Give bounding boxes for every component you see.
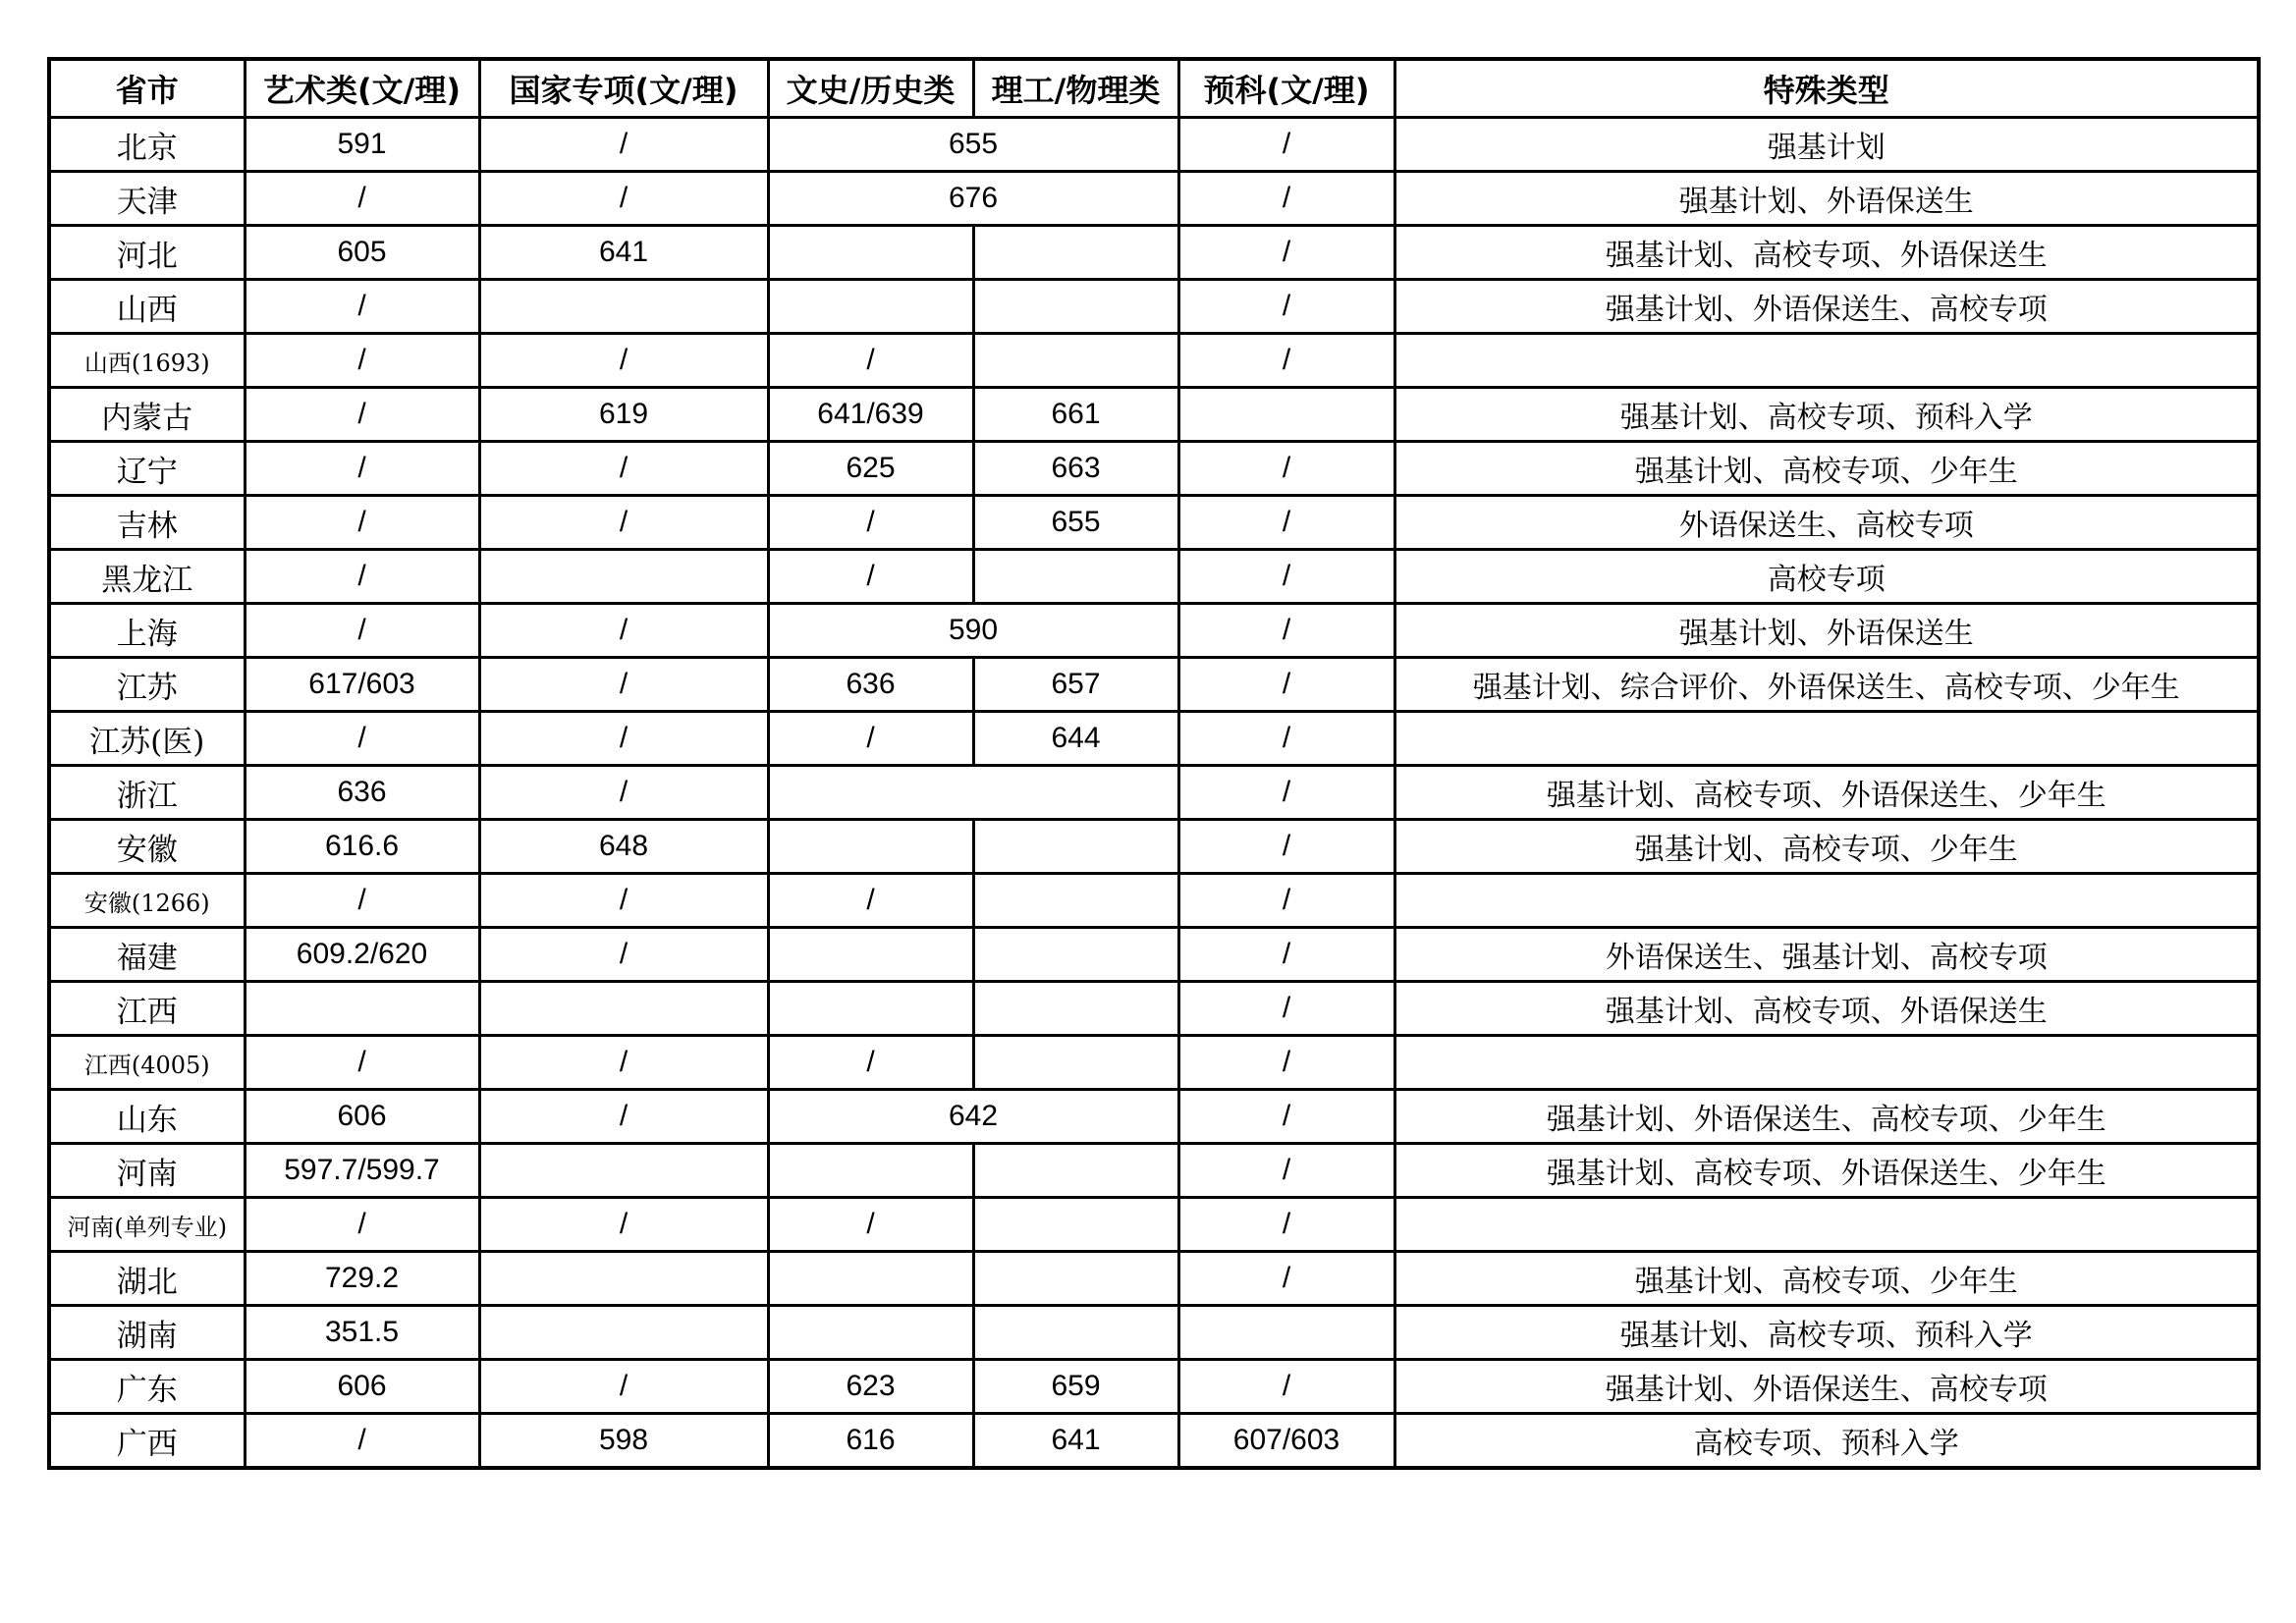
physics-score-cell <box>973 928 1178 982</box>
table-row <box>49 1360 2259 1414</box>
history-score-cell <box>768 226 973 280</box>
physics-score-cell: 655 <box>973 496 1178 550</box>
preparatory-score-cell: / <box>1178 442 1394 496</box>
special-type-cell: 强基计划、高校专项、少年生 <box>1394 442 2259 496</box>
art-score-cell: / <box>245 334 479 388</box>
preparatory-score-cell: / <box>1178 1360 1394 1414</box>
table-row <box>49 226 2259 280</box>
table-row <box>49 658 2259 712</box>
header-province: 省市 <box>49 59 245 118</box>
national-special-score-cell: / <box>479 1198 768 1252</box>
history-score-cell <box>768 1306 973 1360</box>
national-special-score-cell <box>479 982 768 1036</box>
history-score-cell <box>768 820 973 874</box>
special-type-cell: 高校专项 <box>1394 550 2259 604</box>
preparatory-score-cell: / <box>1178 1036 1394 1090</box>
physics-score-cell: 641 <box>973 1414 1178 1469</box>
province-cell: 河南 <box>49 1144 245 1198</box>
province-cell: 福建 <box>49 928 245 982</box>
physics-score-cell <box>973 820 1178 874</box>
preparatory-score-cell <box>1178 1306 1394 1360</box>
special-type-cell <box>1394 712 2259 766</box>
table-row <box>49 1036 2259 1090</box>
province-cell: 河北 <box>49 226 245 280</box>
art-score-cell: 616.6 <box>245 820 479 874</box>
preparatory-score-cell: / <box>1178 658 1394 712</box>
special-type-cell: 强基计划、高校专项、外语保送生、少年生 <box>1394 1144 2259 1198</box>
national-special-score-cell: / <box>479 604 768 658</box>
national-special-score-cell: 598 <box>479 1414 768 1469</box>
preparatory-score-cell: / <box>1178 118 1394 172</box>
special-type-cell: 强基计划 <box>1394 118 2259 172</box>
national-special-score-cell: 648 <box>479 820 768 874</box>
physics-score-cell <box>973 334 1178 388</box>
art-score-cell: 597.7/599.7 <box>245 1144 479 1198</box>
province-cell: 江西 <box>49 982 245 1036</box>
special-type-cell: 强基计划、高校专项、预科入学 <box>1394 1306 2259 1360</box>
table-row <box>49 766 2259 820</box>
physics-score-cell <box>973 982 1178 1036</box>
national-special-score-cell: / <box>479 658 768 712</box>
province-cell: 山西(1693) <box>49 334 245 388</box>
special-type-cell: 强基计划、外语保送生 <box>1394 604 2259 658</box>
preparatory-score-cell: / <box>1178 1252 1394 1306</box>
history-score-cell <box>768 1144 973 1198</box>
header-physics: 理工/物理类 <box>973 59 1178 118</box>
physics-score-cell <box>973 226 1178 280</box>
header-preparatory: 预科(文/理) <box>1178 59 1394 118</box>
province-cell: 江西(4005) <box>49 1036 245 1090</box>
national-special-score-cell: / <box>479 928 768 982</box>
art-score-cell: 351.5 <box>245 1306 479 1360</box>
national-special-score-cell <box>479 1252 768 1306</box>
table-row <box>49 928 2259 982</box>
table-row <box>49 982 2259 1036</box>
history-score-cell <box>768 982 973 1036</box>
table-row <box>49 442 2259 496</box>
history-score-cell <box>768 928 973 982</box>
art-score-cell: 609.2/620 <box>245 928 479 982</box>
table-row <box>49 820 2259 874</box>
preparatory-score-cell: / <box>1178 280 1394 334</box>
preparatory-score-cell: 607/603 <box>1178 1414 1394 1469</box>
table-row <box>49 496 2259 550</box>
special-type-cell: 强基计划、高校专项、外语保送生 <box>1394 982 2259 1036</box>
physics-score-cell <box>973 550 1178 604</box>
national-special-score-cell: / <box>479 1090 768 1144</box>
table-row <box>49 550 2259 604</box>
province-cell: 黑龙江 <box>49 550 245 604</box>
table-row <box>49 604 2259 658</box>
physics-score-cell <box>973 280 1178 334</box>
province-cell: 山西 <box>49 280 245 334</box>
header-national-special: 国家专项(文/理) <box>479 59 768 118</box>
table-row <box>49 1414 2259 1469</box>
province-cell: 山东 <box>49 1090 245 1144</box>
national-special-score-cell: / <box>479 1036 768 1090</box>
province-cell: 北京 <box>49 118 245 172</box>
physics-score-cell <box>973 1306 1178 1360</box>
special-type-cell: 强基计划、高校专项、预科入学 <box>1394 388 2259 442</box>
combined-score-cell: 642 <box>768 1090 1178 1144</box>
national-special-score-cell: / <box>479 442 768 496</box>
history-score-cell: 641/639 <box>768 388 973 442</box>
preparatory-score-cell: / <box>1178 874 1394 928</box>
national-special-score-cell <box>479 550 768 604</box>
art-score-cell: / <box>245 1198 479 1252</box>
preparatory-score-cell: / <box>1178 550 1394 604</box>
combined-score-cell <box>768 766 1178 820</box>
table-row <box>49 1306 2259 1360</box>
national-special-score-cell: 641 <box>479 226 768 280</box>
preparatory-score-cell: / <box>1178 928 1394 982</box>
special-type-cell: 强基计划、外语保送生、高校专项 <box>1394 1360 2259 1414</box>
history-score-cell: 616 <box>768 1414 973 1469</box>
physics-score-cell <box>973 874 1178 928</box>
history-score-cell: / <box>768 1198 973 1252</box>
special-type-cell: 强基计划、高校专项、外语保送生 <box>1394 226 2259 280</box>
combined-score-cell: 590 <box>768 604 1178 658</box>
province-cell: 广东 <box>49 1360 245 1414</box>
preparatory-score-cell: / <box>1178 334 1394 388</box>
header-row <box>49 59 2259 118</box>
preparatory-score-cell: / <box>1178 1198 1394 1252</box>
table-row <box>49 334 2259 388</box>
preparatory-score-cell: / <box>1178 1090 1394 1144</box>
preparatory-score-cell: / <box>1178 982 1394 1036</box>
preparatory-score-cell: / <box>1178 226 1394 280</box>
combined-score-cell: 655 <box>768 118 1178 172</box>
physics-score-cell: 659 <box>973 1360 1178 1414</box>
national-special-score-cell: / <box>479 1360 768 1414</box>
table-row <box>49 388 2259 442</box>
special-type-cell: 高校专项、预科入学 <box>1394 1414 2259 1469</box>
special-type-cell: 外语保送生、高校专项 <box>1394 496 2259 550</box>
preparatory-score-cell: / <box>1178 766 1394 820</box>
national-special-score-cell: 619 <box>479 388 768 442</box>
national-special-score-cell: / <box>479 874 768 928</box>
national-special-score-cell: / <box>479 172 768 226</box>
physics-score-cell <box>973 1252 1178 1306</box>
history-score-cell <box>768 280 973 334</box>
history-score-cell: / <box>768 496 973 550</box>
art-score-cell: / <box>245 604 479 658</box>
province-cell: 湖南 <box>49 1306 245 1360</box>
header-history: 文史/历史类 <box>768 59 973 118</box>
table-row <box>49 118 2259 172</box>
province-cell: 内蒙古 <box>49 388 245 442</box>
special-type-cell <box>1394 874 2259 928</box>
national-special-score-cell <box>479 1144 768 1198</box>
art-score-cell: / <box>245 1414 479 1469</box>
art-score-cell: / <box>245 1036 479 1090</box>
admission-score-table <box>47 57 2261 1470</box>
art-score-cell: 729.2 <box>245 1252 479 1306</box>
art-score-cell: / <box>245 280 479 334</box>
physics-score-cell: 661 <box>973 388 1178 442</box>
art-score-cell: / <box>245 874 479 928</box>
special-type-cell: 强基计划、高校专项、外语保送生、少年生 <box>1394 766 2259 820</box>
national-special-score-cell: / <box>479 766 768 820</box>
history-score-cell: / <box>768 874 973 928</box>
art-score-cell: / <box>245 550 479 604</box>
preparatory-score-cell: / <box>1178 1144 1394 1198</box>
table-row <box>49 1252 2259 1306</box>
table-row <box>49 1090 2259 1144</box>
table-row <box>49 172 2259 226</box>
province-cell: 江苏 <box>49 658 245 712</box>
national-special-score-cell <box>479 280 768 334</box>
special-type-cell: 强基计划、外语保送生、高校专项、少年生 <box>1394 1090 2259 1144</box>
art-score-cell: 605 <box>245 226 479 280</box>
special-type-cell: 强基计划、高校专项、少年生 <box>1394 1252 2259 1306</box>
history-score-cell <box>768 1252 973 1306</box>
special-type-cell: 强基计划、外语保送生、高校专项 <box>1394 280 2259 334</box>
preparatory-score-cell <box>1178 388 1394 442</box>
history-score-cell: / <box>768 334 973 388</box>
province-cell: 安徽 <box>49 820 245 874</box>
province-cell: 江苏(医) <box>49 712 245 766</box>
history-score-cell: 625 <box>768 442 973 496</box>
history-score-cell: / <box>768 712 973 766</box>
art-score-cell: 606 <box>245 1360 479 1414</box>
preparatory-score-cell: / <box>1178 496 1394 550</box>
art-score-cell: / <box>245 442 479 496</box>
special-type-cell: 强基计划、高校专项、少年生 <box>1394 820 2259 874</box>
province-cell: 上海 <box>49 604 245 658</box>
province-cell: 湖北 <box>49 1252 245 1306</box>
national-special-score-cell: / <box>479 712 768 766</box>
province-cell: 浙江 <box>49 766 245 820</box>
history-score-cell: / <box>768 1036 973 1090</box>
national-special-score-cell: / <box>479 334 768 388</box>
combined-score-cell: 676 <box>768 172 1178 226</box>
national-special-score-cell <box>479 1306 768 1360</box>
special-type-cell <box>1394 334 2259 388</box>
art-score-cell: 617/603 <box>245 658 479 712</box>
art-score-cell: / <box>245 388 479 442</box>
preparatory-score-cell: / <box>1178 172 1394 226</box>
art-score-cell <box>245 982 479 1036</box>
table-row <box>49 1198 2259 1252</box>
art-score-cell: 591 <box>245 118 479 172</box>
special-type-cell: 外语保送生、强基计划、高校专项 <box>1394 928 2259 982</box>
physics-score-cell <box>973 1144 1178 1198</box>
national-special-score-cell: / <box>479 118 768 172</box>
special-type-cell <box>1394 1036 2259 1090</box>
physics-score-cell: 663 <box>973 442 1178 496</box>
art-score-cell: 636 <box>245 766 479 820</box>
province-cell: 天津 <box>49 172 245 226</box>
province-cell: 广西 <box>49 1414 245 1469</box>
physics-score-cell: 644 <box>973 712 1178 766</box>
header-art: 艺术类(文/理) <box>245 59 479 118</box>
table-row <box>49 280 2259 334</box>
table-body <box>49 118 2259 1469</box>
preparatory-score-cell: / <box>1178 604 1394 658</box>
table-row <box>49 1144 2259 1198</box>
province-cell: 安徽(1266) <box>49 874 245 928</box>
art-score-cell: / <box>245 496 479 550</box>
table-row <box>49 712 2259 766</box>
preparatory-score-cell: / <box>1178 820 1394 874</box>
physics-score-cell: 657 <box>973 658 1178 712</box>
physics-score-cell <box>973 1036 1178 1090</box>
art-score-cell: 606 <box>245 1090 479 1144</box>
art-score-cell: / <box>245 712 479 766</box>
special-type-cell: 强基计划、综合评价、外语保送生、高校专项、少年生 <box>1394 658 2259 712</box>
national-special-score-cell: / <box>479 496 768 550</box>
preparatory-score-cell: / <box>1178 712 1394 766</box>
table-row <box>49 874 2259 928</box>
special-type-cell: 强基计划、外语保送生 <box>1394 172 2259 226</box>
special-type-cell <box>1394 1198 2259 1252</box>
history-score-cell: 636 <box>768 658 973 712</box>
art-score-cell: / <box>245 172 479 226</box>
history-score-cell: 623 <box>768 1360 973 1414</box>
province-cell: 吉林 <box>49 496 245 550</box>
history-score-cell: / <box>768 550 973 604</box>
physics-score-cell <box>973 1198 1178 1252</box>
province-cell: 辽宁 <box>49 442 245 496</box>
province-cell: 河南(单列专业) <box>49 1198 245 1252</box>
header-special-type: 特殊类型 <box>1394 59 2259 118</box>
